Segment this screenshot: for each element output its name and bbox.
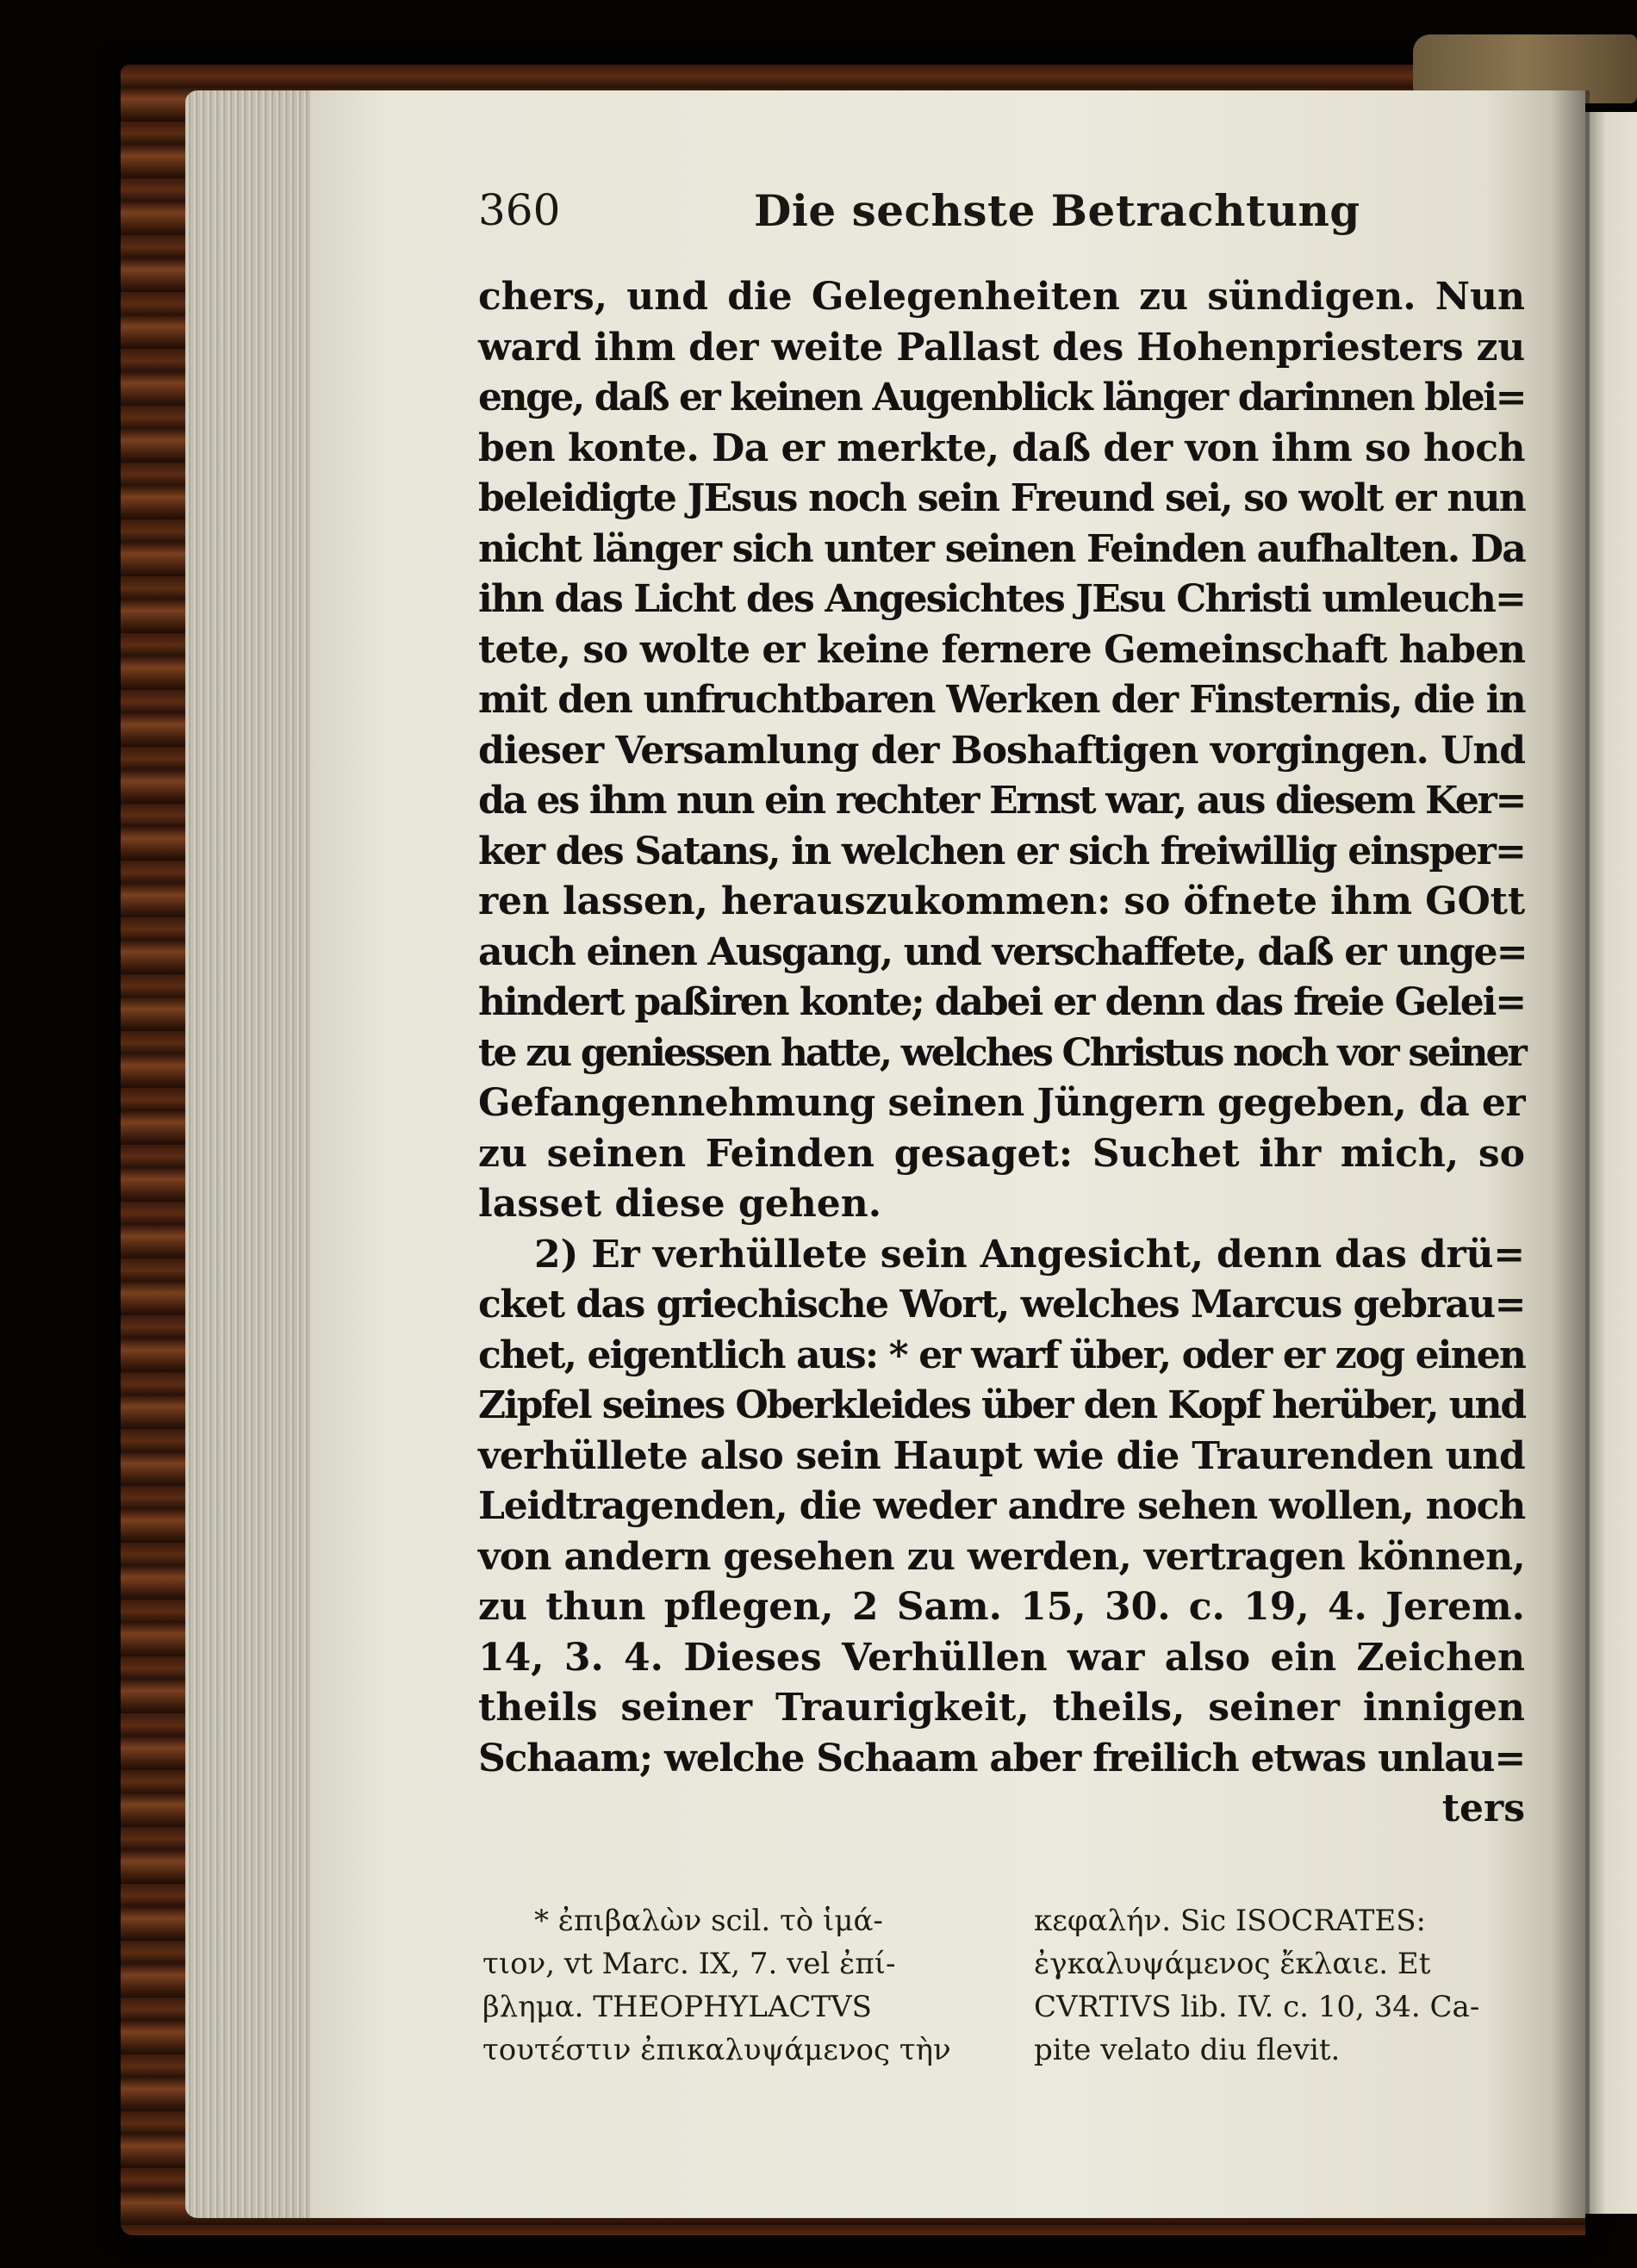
text-line: beleidigte JEsus noch sein Freund sei, so wolt er nun: [478, 476, 1525, 520]
footnote-line: τιον, vt Marc. IX, 7. vel ἐπί-: [482, 1947, 896, 1981]
footnote-line: τουτέστιν ἐπικαλυψάμενος τὴν: [482, 2033, 951, 2067]
gutter-shadow: [1551, 90, 1590, 2218]
text-line: Gefangennehmung seinen Jüngern gegeben, da er: [478, 1081, 1525, 1125]
text-line: da es ihm nun ein rechter Ernst war, aus diesem Ker=: [478, 779, 1525, 823]
main-text-block: [478, 272, 1525, 1835]
text-line: zu seinen Feinden gesaget: Suchet ihr mich, so: [478, 1131, 1525, 1176]
page-block-edge: [185, 90, 323, 2218]
footnote-line: pite velato diu flevit.: [1034, 2033, 1341, 2067]
text-line: chet, eigentlich aus: * er warf über, oder er zog einen: [478, 1333, 1525, 1377]
facing-page-edge: [1585, 112, 1637, 2214]
text-line: chers, und die Gelegenheiten zu sündigen. Nun: [478, 275, 1525, 319]
text-line: hindert paßiren konte; dabei er denn das freie Gelei=: [478, 980, 1525, 1024]
text-line: tete, so wolte er keine fernere Gemeinschaft haben: [478, 627, 1525, 672]
text-line: von andern gesehen zu werden, vertragen können,: [478, 1534, 1526, 1579]
text-line: enge, daß er keinen Augenblick länger darinnen blei=: [478, 376, 1525, 419]
text-line: Leidtragenden, die weder andre sehen wollen, noch: [478, 1484, 1525, 1528]
catchword: ters: [1441, 1786, 1525, 1830]
text-line: dieser Versamlung der Boshaftigen vorgingen. Und: [478, 728, 1525, 773]
page-number: 360: [478, 185, 561, 235]
text-line: mit den unfruchtbaren Werken der Finsternis, die in: [478, 678, 1525, 722]
text-line: ward ihm der weite Pallast des Hohenpriesters zu: [478, 325, 1525, 370]
text-line: 14, 3. 4. Dieses Verhüllen war also ein Zeichen: [478, 1635, 1525, 1680]
text-line: lasset diese gehen.: [478, 1182, 882, 1226]
running-title: Die sechste Betrachtung: [754, 185, 1360, 236]
footnote-line: ἐγκαλυψάμενος ἔκλαιε. Et: [1034, 1947, 1431, 1981]
footnote-right-column: [1034, 1899, 1525, 2072]
text-line: te zu geniessen hatte, welches Christus noch vor seiner: [478, 1030, 1526, 1075]
footnote-line: CVRTIVS lib. IV. c. 10, 34. Ca-: [1034, 1990, 1480, 2024]
footnote-line: βλημα. THEOPHYLACTVS: [482, 1990, 872, 2024]
text-line: Zipfel seines Oberkleides über den Kopf herüber, und: [478, 1383, 1525, 1427]
text-line: ben konte. Da er merkte, daß der von ihm so hoch: [478, 426, 1525, 470]
text-line: ker des Satans, in welchen er sich freiwillig einsper=: [478, 829, 1525, 873]
text-line: zu thun pflegen, 2 Sam. 15, 30. c. 19, 4. Jerem.: [478, 1585, 1525, 1629]
footnote-left-column: [482, 1899, 991, 2072]
text-line: auch einen Ausgang, und verschaffete, daß er unge=: [478, 929, 1527, 974]
text-line: nicht länger sich unter seinen Feinden aufhalten. Da: [478, 526, 1525, 571]
text-line: ren lassen, herauszukommen: so öfnete ihm GOtt: [478, 879, 1525, 923]
text-line: 2) Er verhüllete sein Angesicht, denn das drü=: [534, 1232, 1525, 1277]
footnote-line: κεφαλήν. Sic ISOCRATES:: [1034, 1904, 1426, 1938]
text-line: verhüllete also sein Haupt wie die Traurenden und: [478, 1433, 1525, 1478]
text-line: cket das griechische Wort, welches Marcus gebrau=: [478, 1283, 1525, 1327]
page-header: [478, 185, 1512, 245]
text-line: ihn das Licht des Angesichtes JEsu Christi umleuch=: [478, 577, 1525, 621]
text-line: theils seiner Traurigkeit, theils, seiner innigen: [478, 1686, 1525, 1730]
text-line: Schaam; welche Schaam aber freilich etwas unlau=: [478, 1736, 1525, 1780]
footnote-line: * ἐπιβαλὼν scil. τὸ ἱμά-: [534, 1904, 883, 1938]
